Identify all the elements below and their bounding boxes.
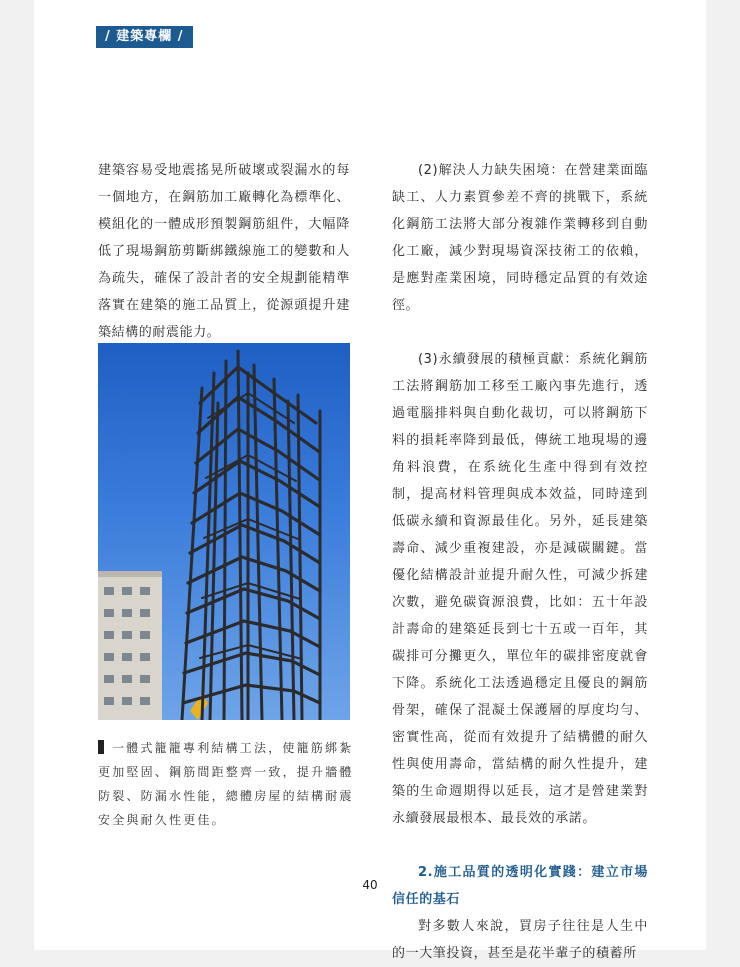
page-number: 40 (362, 878, 378, 892)
rebar-cage-photo (98, 343, 350, 720)
magazine-page (34, 0, 706, 961)
rebar-cage (182, 351, 320, 720)
paragraph-4: 對多數人來說，買房子往往是人生中的一大筆投資，甚至是花半輩子的積蓄所 (392, 919, 648, 961)
caption-marker (98, 740, 104, 754)
paragraph-3: (3)永續發展的積極貢獻：系統化鋼筋工法將鋼筋加工移至工廠內事先進行，透過電腦排料與自動化裁切，可以將鋼筋下料的損耗率降到最低，傳統工地現場的邊角料浪費，在系統化生產中得到有效控制，提高材料管理與成本效益，同時達到低碳永續和資源最佳化。另外，延長建築壽命、減少重複建設，亦是減碳關鍵。當優化結構設計並提升耐久性，可減少拆建次數，避免碳資源浪費，比如：五十年設計壽命的建築延長到七十五或一百年，其碳排可分攤更久，單位年的碳排密度就會下降。系統化工法透過穩定且優良的鋼筋骨架，確保了混凝土保護層的厚度均勻、密實性高，從而有效提升了結構體的耐久性與使用壽命，當結構的耐久性提升，建築的生命週期得以延長，這才是營建業對永續發展最根本、最長效的承諾。 (392, 352, 648, 826)
right-column (392, 157, 648, 967)
building-illustration (98, 571, 162, 720)
column-tag: / 建築專欄 / (96, 26, 193, 48)
caption-text: 一體式籠籠專利結構工法，使籠筋綁紮更加堅固、鋼筋間距整齊一致，提升牆體防裂、防漏水性能，總體房屋的結構耐震安全與耐久性更佳。 (98, 741, 354, 827)
paragraph-2: (2)解決人力缺失困境：在營建業面臨缺工、人力素質參差不齊的挑戰下，系統化鋼筋工法將大部分複雜作業轉移到自動化工廠，減少對現場資深技術工的依賴，是應對產業困境，同時穩定品質的有效途徑。 (392, 163, 648, 313)
section-heading: 2.施工品質的透明化實踐：建立市場信任的基石 (392, 865, 648, 907)
left-column (98, 157, 350, 346)
rebar-cage-illustration (98, 343, 350, 720)
left-paragraph: 建築容易受地震搖晃所破壞或裂漏水的每一個地方，在鋼筋加工廠轉化為標準化、模組化的一體成形預製鋼筋組件，大幅降低了現場鋼筋剪斷綁鐵線施工的變數和人為疏失，確保了設計者的安全規劃能精準落實在建築的施工品質上，從源頭提升建築結構的耐震能力。 (98, 163, 350, 340)
figure-caption (98, 736, 354, 832)
